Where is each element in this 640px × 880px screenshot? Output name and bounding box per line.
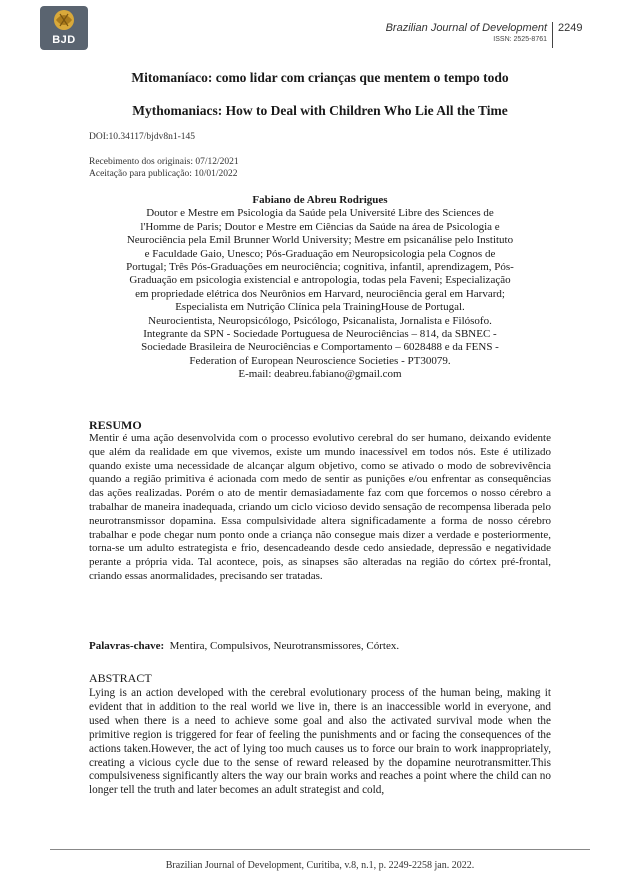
keywords — [89, 640, 551, 652]
header-divider — [552, 22, 553, 48]
resumo-heading: RESUMO — [89, 418, 142, 432]
abstract-text: Lying is an action developed with the cerebral evolutionary process of the human being, making it evident that in addition to the real world we live in, there is an inaccessible world in everyone, and used when there is a need to achieve some goal and also the activated survival mode when the primitive region is triggered for fear of feeling the punishments and or facing the consequences of the actions taken.However, the act of lying too much causes us to force our brain to work inappropriately, creating a vicious cycle due to the sense of reward released by the dopamine neurotransmitter.This compulsiveness significantly alters the way our brain works and reaches a point where the child can no longer tell the truth and later becomes an adult strategist and cold, — [89, 687, 551, 797]
author-line: Doutor e Mestre em Psicologia da Saúde pela Université Libre des Sciences de — [146, 207, 494, 220]
issn: ISSN: 2525-8761 — [493, 36, 547, 43]
author-line: Neurocientista, Neuropsicólogo, Psicólogo, Psicanalista, Jornalista e Filósofo. — [148, 314, 492, 327]
author-line: Portugal; Três Pós-Graduações em neurociência; cognitiva, infantil, aprendizagem, Pós- — [126, 261, 514, 274]
author-line: Graduação em psicologia existencial e antropologia, todas pela Faveni; Especialização — [129, 274, 511, 287]
author-line: em propriedade elétrica dos Neurônios em Harvard, neurociência geral em Harvard; — [135, 287, 505, 300]
resumo-text: Mentir é uma ação desenvolvida com o processo evolutivo cerebral do ser humano, deixando evidente que além da realidade em que vivemos, existe um mundo inacessível em todos nós. Este é utilizado quando existe uma necessidade de alcançar algum objetivo, como se ativado o modo de sobrevivência quando a região primitiva é acionada com medo de sentir as punições e/ou enfrentar as consequências das ações realizadas. Porém o ato de mentir demasiadamente faz com que forcemos o nosso cérebro a trabalhar de maneira inadequada, criando um ciclo vicioso devido sensação de recompensa liberada pelo neurotransmissor dopamina. Essa compulsividade altera significadamente a forma de nosso cérebro trabalhar e pode chegar num ponto onde a criança não consegue mais dizer a verdade e posteriormente, torna-se um adulto estrategista e frio, desencadeando desde cedo ansiedade, depressão e negatividade perante a própria vida. Tal acontece, pois, as sinapses são alteradas na região do córtex pré-frontal, criando essas anormalidades, precisando ser tratadas. — [89, 432, 551, 582]
received-date: Recebimento dos originais: 07/12/2021 — [89, 157, 239, 167]
author-name: Fabiano de Abreu Rodrigues — [252, 194, 388, 206]
logo-text: BJD — [52, 34, 76, 46]
footer-divider — [50, 849, 590, 850]
title-portuguese: Mitomaníaco: como lidar com crianças que mentem o tempo todo — [131, 70, 509, 85]
author-line: Integrante da SPN - Sociedade Portuguesa de Neurociências – 814, da SBNEC - — [143, 328, 497, 341]
journal-logo — [40, 6, 88, 50]
doi: DOI:10.34117/bjdv8n1-145 — [89, 132, 195, 142]
author-line: Especialista em Nutrição Clínica pela TrainingHouse de Portugal. — [175, 301, 465, 314]
submission-dates — [89, 156, 239, 180]
journal-name: Brazilian Journal of Development — [385, 22, 547, 34]
author-email: E-mail: deabreu.fabiano@gmail.com — [238, 368, 402, 381]
author-line: Federation of European Neuroscience Societies - PT30079. — [189, 354, 451, 367]
author-line: Sociedade Brasileira de Neurociências e Comportamento – 6028488 e da FENS - — [141, 341, 499, 354]
keywords-values: Mentira, Compulsivos, Neurotransmissores, Córtex. — [169, 640, 400, 652]
footer-citation: Brazilian Journal of Development, Curitiba, v.8, n.1, p. 2249-2258 jan. 2022. — [165, 860, 475, 871]
author-line: e Faculdade Gaio, Unesco; Pós-Graduação em Neuropsicologia pela Cognos de — [144, 247, 496, 260]
journal-header — [386, 22, 547, 43]
keywords-label: Palavras-chave: — [89, 640, 165, 652]
page-number: 2249 — [558, 22, 583, 34]
author-line: l'Homme de Paris; Doutor e Mestre em Ciências da Saúde na área de Psicologia e — [140, 220, 500, 233]
title-english: Mythomaniacs: How to Deal with Children Who Lie All the Time — [132, 103, 508, 118]
abstract-heading: ABSTRACT — [89, 671, 152, 685]
accepted-date: Aceitação para publicação: 10/01/2022 — [89, 169, 238, 179]
author-line: Neurociência pela Emil Brunner World University; Mestre em psicanálise pelo Instituto — [126, 234, 514, 247]
globe-emblem-icon — [40, 6, 88, 36]
author-block — [89, 194, 551, 382]
